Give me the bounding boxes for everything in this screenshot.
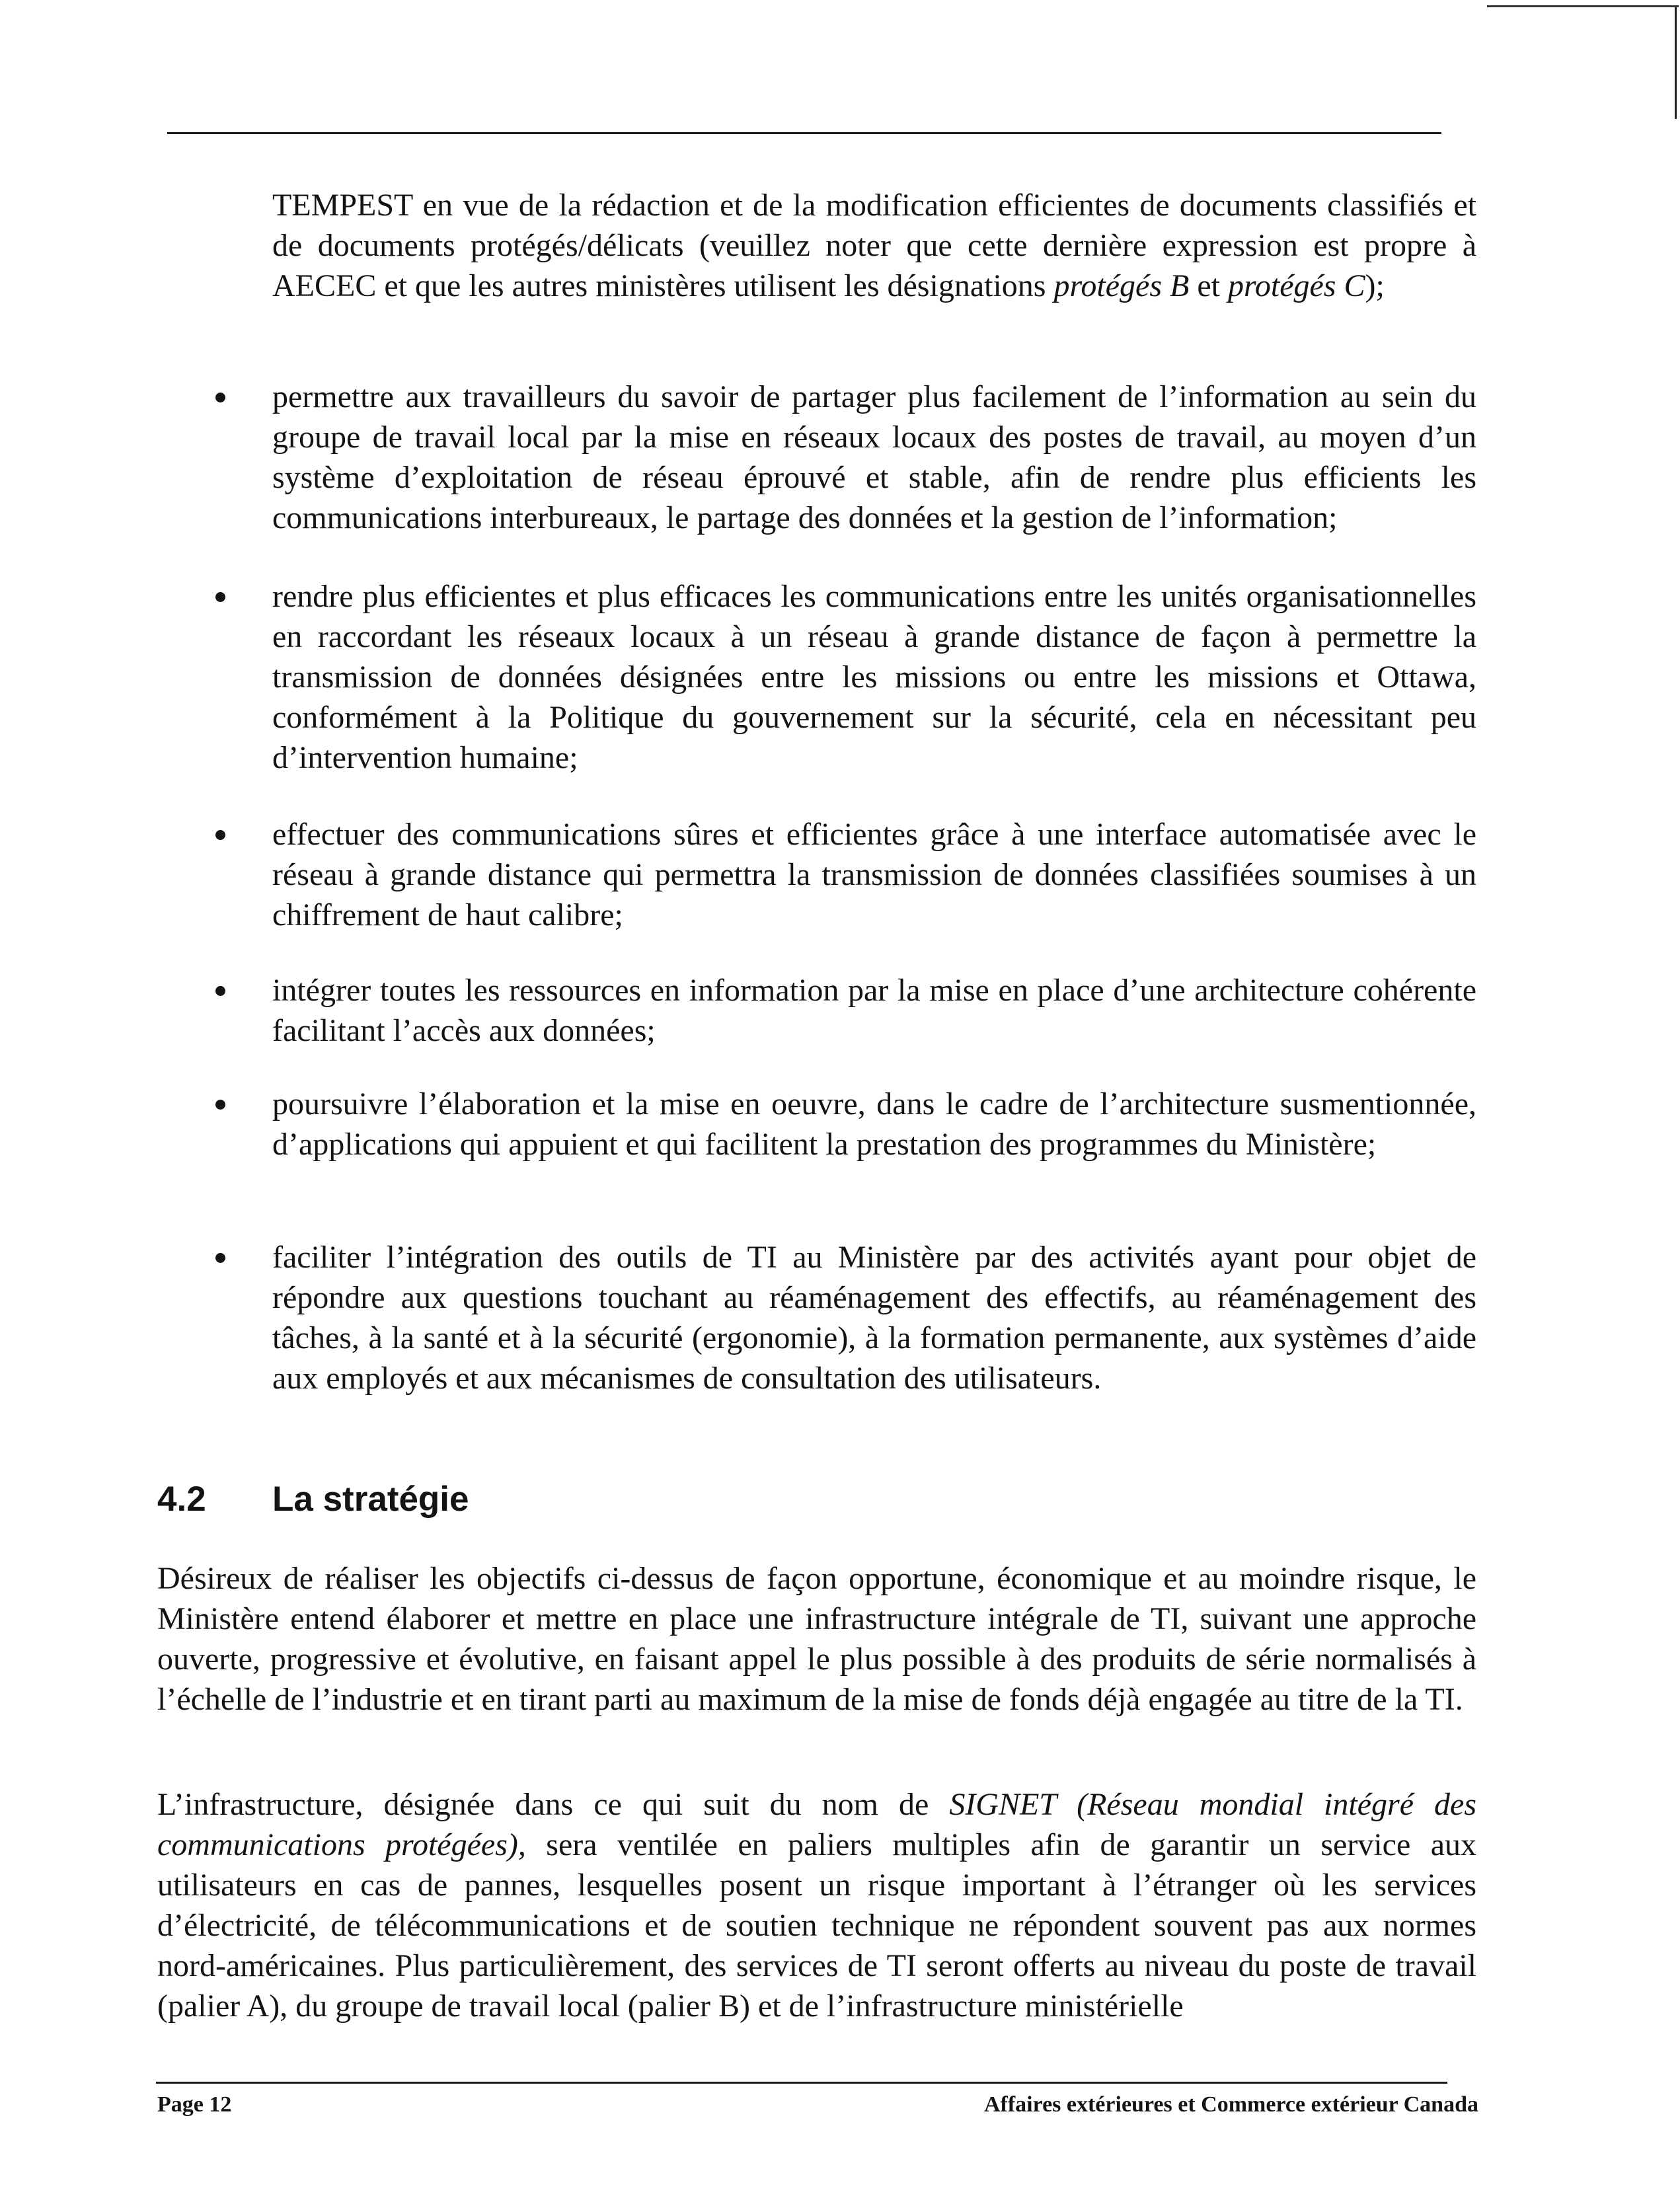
scan-edge-right — [1675, 7, 1677, 119]
bullet-icon — [215, 830, 225, 840]
bullet-icon — [215, 986, 225, 996]
bullet-text: permettre aux travailleurs du savoir de partager plus facilement de l’information au sein du groupe de travail local par la mise en réseaux locaux des postes de travail, au moyen d’un système d’exploitation de réseau éprouvé et stable, afin de rendre plus efficients les communications interbureaux, le partage des données et la gestion de l’information; — [272, 379, 1476, 535]
lead-text-2: et — [1189, 268, 1228, 303]
scan-edge-top — [1487, 5, 1679, 7]
strategy-paragraph-2 — [157, 1784, 1476, 2026]
bullet-text: intégrer toutes les ressources en information par la mise en place d’une architecture cohérente facilitant l’accès aux données; — [272, 973, 1476, 1048]
continued-bullet-paragraph — [272, 185, 1476, 306]
bullet-icon — [215, 1100, 225, 1110]
lead-italic-1: protégés B — [1053, 268, 1190, 303]
section-heading — [157, 1478, 469, 1521]
footer-organization: Affaires extérieures et Commerce extérieur Canada — [983, 2092, 1478, 2117]
bullet-icon — [215, 592, 225, 602]
para2-text-2: sera ventilée en paliers multiples afin de garantir un service aux utilisateurs en cas de pannes, lesquelles posent un risque important à l’étranger où les services d’électricité, de télécommunications et de soutien technique ne répondent souvent pas aux normes nord-américaines. Plus particulièrement, des services de TI seront offerts au niveau du poste de travail (palier A), du groupe de travail local (palier B) et de l’infrastructure ministérielle — [157, 1827, 1476, 2024]
footer-rule — [156, 2082, 1447, 2084]
para2-italic: SIGNET (Réseau mondial intégré des communications protégées), — [157, 1787, 1477, 1862]
header-rule — [167, 132, 1441, 134]
bullet-text: effectuer des communications sûres et efficientes grâce à une interface automatisée avec le réseau à grande distance qui permettra la transmission de données classifiées soumises à un chiffrement de haut calibre; — [272, 817, 1476, 932]
bullet-text: poursuivre l’élaboration et la mise en oeuvre, dans le cadre de l’architecture susmentionnée, d’applications qui appuient et qui facilitent la prestation des programmes du Ministère; — [272, 1086, 1476, 1162]
lead-italic-2: protégés C — [1227, 268, 1365, 303]
bullet-text: rendre plus efficientes et plus efficaces les communications entre les unités organisationnelles en raccordant les réseaux locaux à un réseau à grande distance de façon à permettre la transmission de données désignées entre les missions ou entre les missions et Ottawa, conformément à la Politique du gouvernement sur la sécurité, cela en nécessitant peu d’intervention humaine; — [272, 579, 1476, 775]
bullet-text: faciliter l’intégration des outils de TI au Ministère par des activités ayant pour objet de répondre aux questions touchant au réaménagement des effectifs, au réaménagement des tâches, à la santé et à la sécurité (ergonomie), à la formation permanente, aux systèmes d’aide aux employés et aux mécanismes de consultation des utilisateurs. — [272, 1240, 1476, 1396]
section-number: 4.2 — [157, 1480, 206, 1519]
bullet-icon — [215, 1253, 225, 1263]
strategy-paragraph-1: Désireux de réaliser les objectifs ci-dessus de façon opportune, économique et au moindre risque, le Ministère entend élaborer et mettre en place une infrastructure intégrale de TI, suivant une approche ouverte, progressive et évolutive, en faisant appel le plus possible à des produits de série normalisés à l’échelle de l’industrie et en tirant parti au maximum de la mise de fonds déjà engagée au titre de la TI. — [157, 1561, 1476, 1717]
lead-text-1: TEMPEST en vue de la rédaction et de la modification efficientes de documents classifiés et de documents protégés/délicats (veuillez noter que cette dernière expression est propre à AECEC et que les autres ministères utilisent les désignations — [272, 188, 1476, 303]
lead-text-3: ); — [1365, 268, 1385, 303]
section-title: La stratégie — [272, 1480, 469, 1519]
para2-text-1: L’infrastructure, désignée dans ce qui suit du nom de — [157, 1787, 950, 1822]
page-number: Page 12 — [157, 2092, 232, 2117]
bullet-icon — [215, 393, 225, 402]
